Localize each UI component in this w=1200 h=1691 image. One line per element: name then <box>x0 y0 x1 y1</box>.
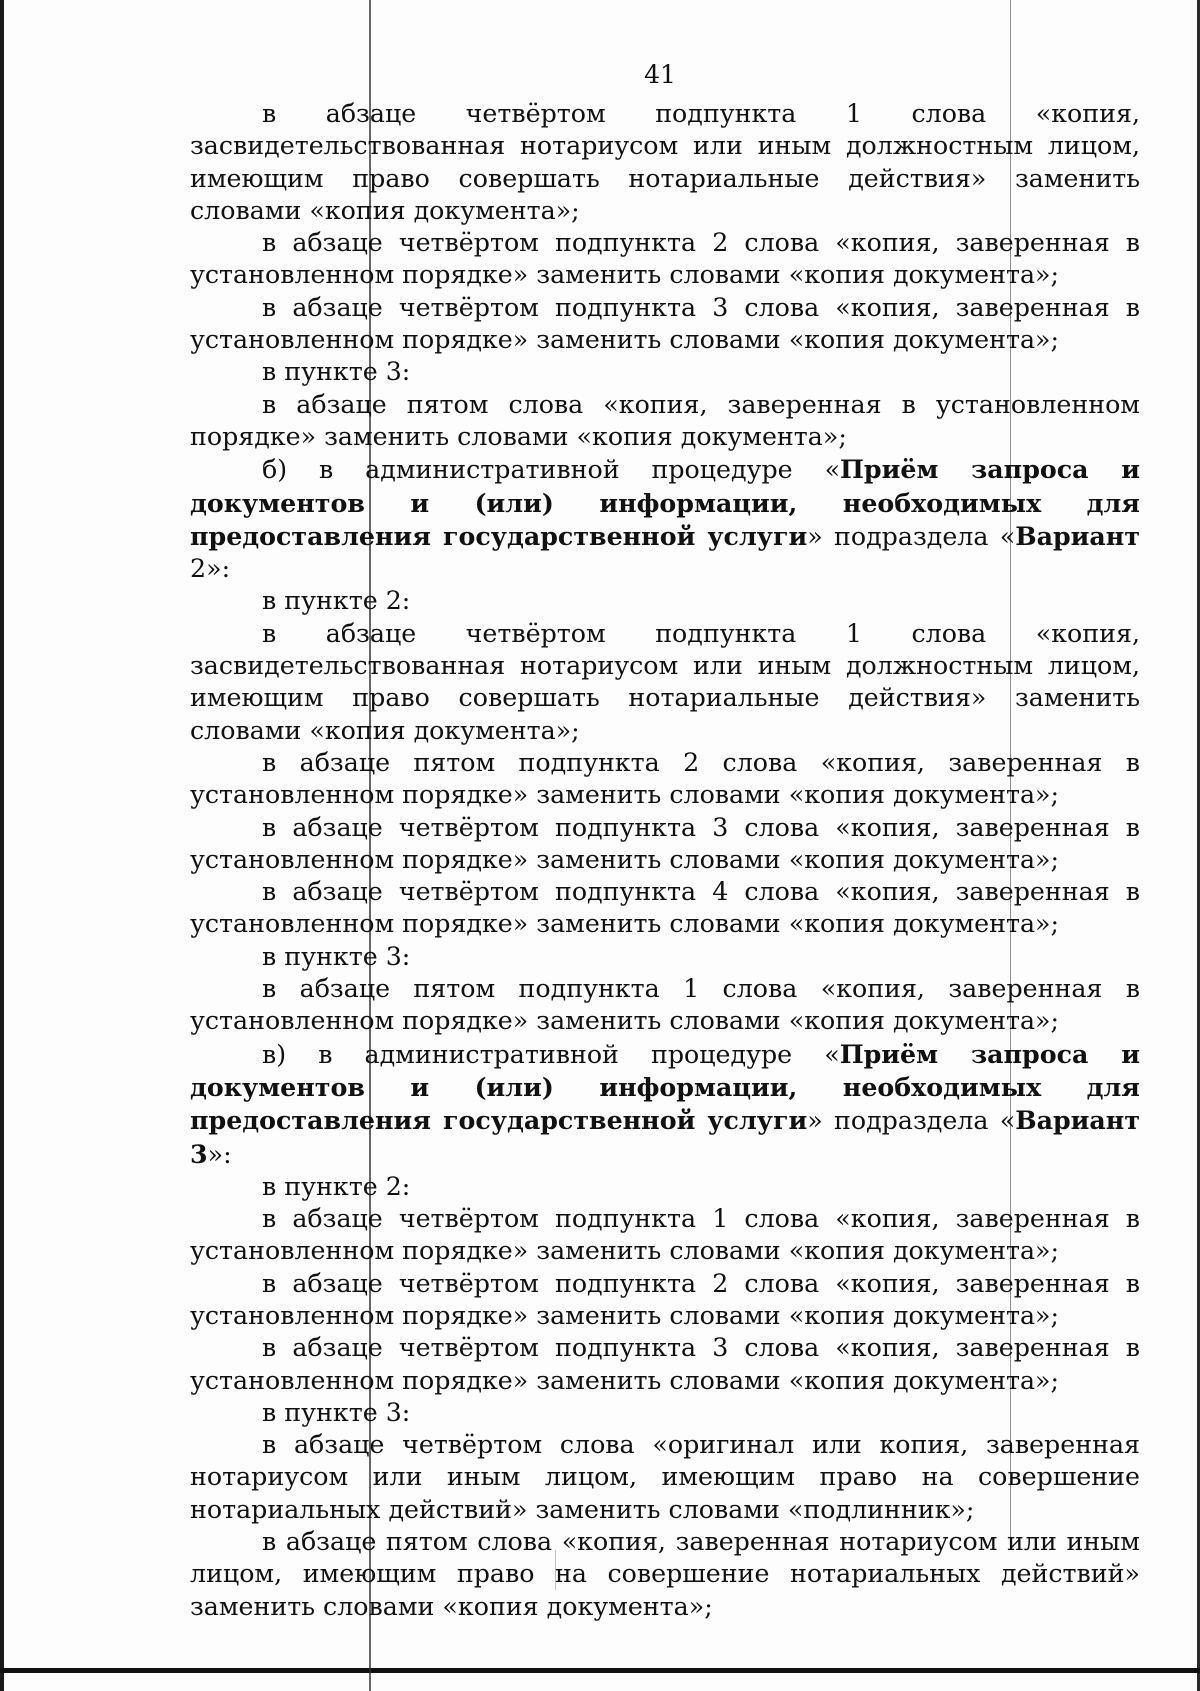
document-body <box>190 98 1140 1623</box>
paragraph: в абзаце четвёртом подпункта 3 слова «копия, заверенная в установленном порядке» заменить словами «копия документа»; <box>190 292 1140 355</box>
paragraph: в абзаце четвёртом подпункта 3 слова «копия, заверенная в установленном порядке» заменить словами «копия документа»; <box>190 1333 1140 1395</box>
paragraph: в абзаце пятом подпункта 1 слова «копия, заверенная в установленном порядке» заменить словами «копия документа»; <box>190 974 1140 1036</box>
paragraph-with-bold <box>190 453 1140 585</box>
paragraph: в абзаце четвёртом подпункта 2 слова «копия, заверенная в установленном порядке» заменить словами «копия документа»; <box>190 228 1140 290</box>
text-run: б) в административной процедуре « <box>262 455 841 485</box>
paragraph: в абзаце пятом слова «копия, заверенная в установленном порядке» заменить словами «копия документа»; <box>190 389 1140 451</box>
text-run: » подраздела « <box>807 521 1016 551</box>
bold-text-run: Приём запроса и документов и (или) информации, необходимых для предоставления государственной услуги <box>190 1038 1140 1136</box>
paragraph: в пункте 3: <box>262 941 411 971</box>
paragraph: в пункте 3: <box>262 1397 411 1427</box>
scan-border-left <box>0 0 4 1691</box>
bold-text-run: Приём запроса и документов и (или) информации, необходимых для предоставления государственной услуги <box>190 454 1140 551</box>
paragraph: в пункте 3: <box>262 357 411 387</box>
paragraph: в абзаце четвёртом подпункта 2 слова «копия, заверенная в установленном порядке» заменить словами «копия документа»; <box>190 1268 1140 1330</box>
paragraph: в пункте 2: <box>262 1171 411 1201</box>
text-run: » подраздела « <box>807 1106 1016 1136</box>
page-number: 41 <box>644 60 676 89</box>
bold-text-run: Вариант <box>1015 520 1140 551</box>
paragraph-with-bold <box>190 1038 1140 1171</box>
paragraph: в пункте 2: <box>262 586 411 616</box>
paragraph: в абзаце четвёртом подпункта 3 слова «копия, заверенная в установленном порядке» заменить словами «копия документа»; <box>190 812 1140 874</box>
paragraph: в абзаце четвёртом слова «оригинал или копия, заверенная нотариусом или иным лицом, имеющим право на совершение нотариальных действий» заменить словами «подлинник»; <box>190 1430 1140 1524</box>
paragraph: в абзаце пятом слова «копия, заверенная нотариусом или иным лицом, имеющим право на совершение нотариальных действий» заменить словами «копия документа»; <box>190 1527 1140 1621</box>
paragraph: в абзаце четвёртом подпункта 1 слова «копия, заверенная в установленном порядке» заменить словами «копия документа»; <box>190 1204 1140 1266</box>
text-run: »: <box>207 1139 232 1169</box>
paragraph: в абзаце пятом подпункта 2 слова «копия, заверенная в установленном порядке» заменить словами «копия документа»; <box>190 747 1140 810</box>
paragraph: в абзаце четвёртом подпункта 4 слова «копия, заверенная в установленном порядке» заменить словами «копия документа»; <box>190 877 1140 939</box>
text-run: в) в административной процедуре « <box>262 1039 840 1069</box>
bold-text-run: Вариант 3 <box>190 1105 1140 1169</box>
scan-border-bottom <box>0 1668 1200 1673</box>
paragraph: в абзаце четвёртом подпункта 1 слова «копия, засвидетельствованная нотариусом или иным должностным лицом, имеющим право совершать нотариальные действия» заменить словами «копия документа»; <box>190 618 1140 745</box>
paragraph: в абзаце четвёртом подпункта 1 слова «копия, засвидетельствованная нотариусом или иным должностным лицом, имеющим право совершать нотариальные действия» заменить словами «копия документа»; <box>190 99 1140 225</box>
text-run: 2»: <box>190 554 231 584</box>
